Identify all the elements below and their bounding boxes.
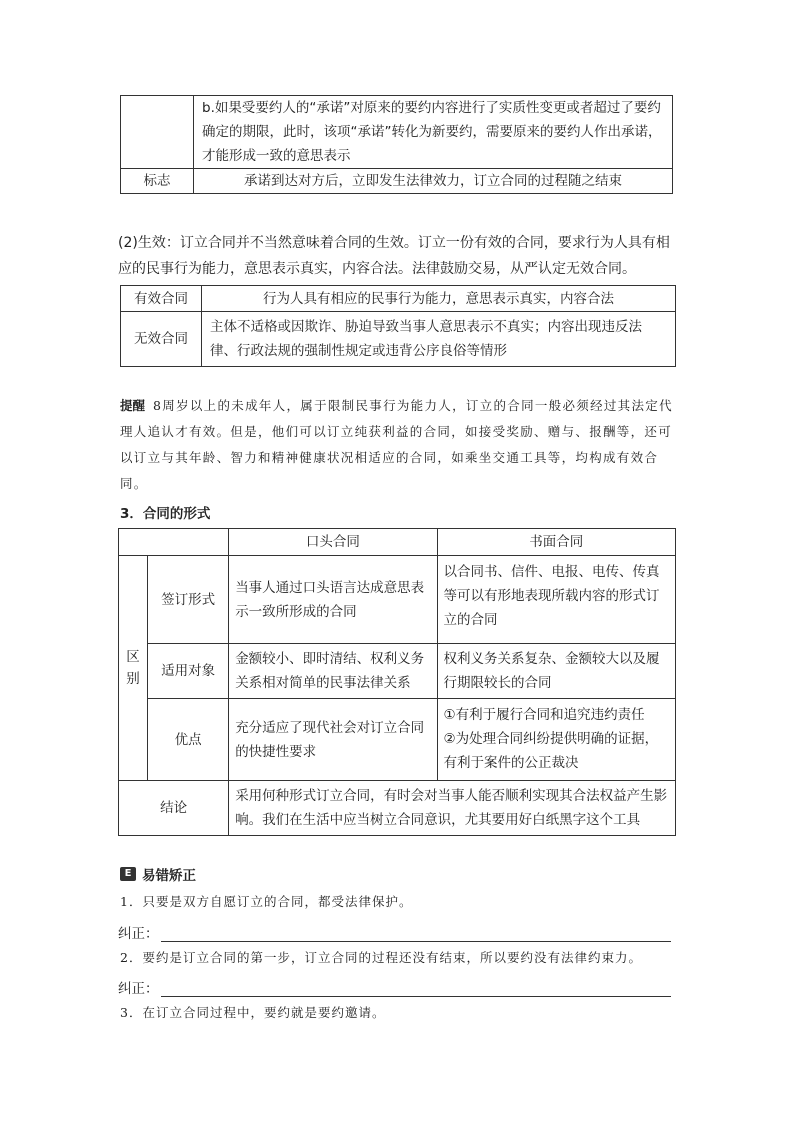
fix-row-1 — [118, 922, 671, 942]
oral-advantages: 充分适应了现代社会对订立合同的快捷性要求 — [229, 699, 437, 781]
tip-block — [120, 393, 680, 497]
written-advantage-1: ①有利于履行合同和追究违约责任 — [443, 707, 645, 723]
group-label-text: 区别 — [126, 649, 140, 687]
error-item-1: 1．只要是双方自愿订立的合同，都受法律保护。 — [120, 894, 413, 909]
contract-form-table — [118, 528, 676, 836]
fix-row-2 — [118, 977, 671, 997]
oral-signing: 当事人通过口头语言达成意思表示一致所形成的合同 — [229, 556, 437, 644]
oral-scope: 金额较小、即时清结、权利义务关系相对简单的民事法律关系 — [229, 644, 437, 699]
section-3-title: 3．合同的形式 — [120, 506, 211, 522]
row-label-signing: 签订形式 — [148, 556, 229, 644]
group-label — [119, 556, 148, 781]
written-scope: 权利义务关系复杂、金额较大以及履行期限较长的合同 — [437, 644, 675, 699]
written-advantages — [437, 699, 675, 781]
invalid-text: 主体不适格或因欺诈、胁迫导致当事人意思表示不真实；内容出现违反法律、行政法规的强制性规定或违背公序良俗等情形 — [202, 312, 676, 367]
tip-label: 提醒 — [120, 398, 146, 413]
error-correction-icon: E — [120, 867, 136, 881]
written-signing: 以合同书、信件、电报、电传、传真等可以有形地表现所载内容的形式订立的合同 — [437, 556, 675, 644]
row-mark-label: 标志 — [121, 169, 194, 194]
valid-label: 有效合同 — [121, 286, 202, 312]
error-item-2: 2．要约是订立合同的第一步，订立合同的过程还没有结束，所以要约没有法律约束力。 — [120, 950, 642, 965]
header-written: 书面合同 — [437, 529, 675, 556]
error-item-3: 3．在订立合同过程中，要约就是要约邀请。 — [120, 1005, 386, 1020]
fix-label-1: 纠正： — [118, 926, 159, 942]
valid-text: 行为人具有相应的民事行为能力，意思表示真实，内容合法 — [202, 286, 676, 312]
empty-label-cell — [121, 96, 194, 169]
error-correction-title: 易错矫正 — [142, 868, 196, 884]
header-oral: 口头合同 — [229, 529, 437, 556]
row-label-advantages: 优点 — [148, 699, 229, 781]
tip-text: 8周岁以上的未成年人，属于限制民事行为能力人，订立的合同一般必须经过其法定代理人追认才有效。但是，他们可以订立纯获利益的合同，如接受奖励、赠与、报酬等，还可以订立与其年龄、智力和精神健康状况相适应的合同，如乘坐交通工具等，均构成有效合同。 — [120, 398, 673, 491]
written-advantage-2: ②为处理合同纠纷提供明确的证据，有利于案件的公正裁决 — [443, 731, 659, 771]
acceptance-table — [120, 95, 673, 194]
conclusion-label: 结论 — [119, 781, 229, 836]
row-label-scope: 适用对象 — [148, 644, 229, 699]
error-correction-header — [120, 864, 196, 884]
invalid-label: 无效合同 — [121, 312, 202, 367]
row-b-text: b.如果受要约人的“承诺”对原来的要约内容进行了实质性变更或者超过了要约确定的期限，此时，该项“承诺”转化为新要约，需要原来的要约人作出承诺，才能形成一致的意思表示 — [194, 96, 673, 169]
conclusion-text: 采用何种形式订立合同，有时会对当事人能否顺利实现其合法权益产生影响。我们在生活中应当树立合同意识，尤其要用好白纸黑字这个工具 — [229, 781, 676, 836]
fix-label-2: 纠正： — [118, 981, 159, 997]
row-mark-text: 承诺到达对方后，立即发生法律效力，订立合同的过程随之结束 — [194, 169, 673, 194]
validity-table — [120, 285, 676, 367]
effectiveness-paragraph: (2)生效：订立合同并不当然意味着合同的生效。订立一份有效的合同，要求行为人具有相应的民事行为能力，意思表示真实，内容合法。法律鼓励交易，从严认定无效合同。 — [118, 235, 670, 277]
header-empty-cell — [119, 529, 229, 556]
fix-answer-line-1[interactable] — [161, 925, 671, 942]
fix-answer-line-2[interactable] — [161, 980, 671, 997]
